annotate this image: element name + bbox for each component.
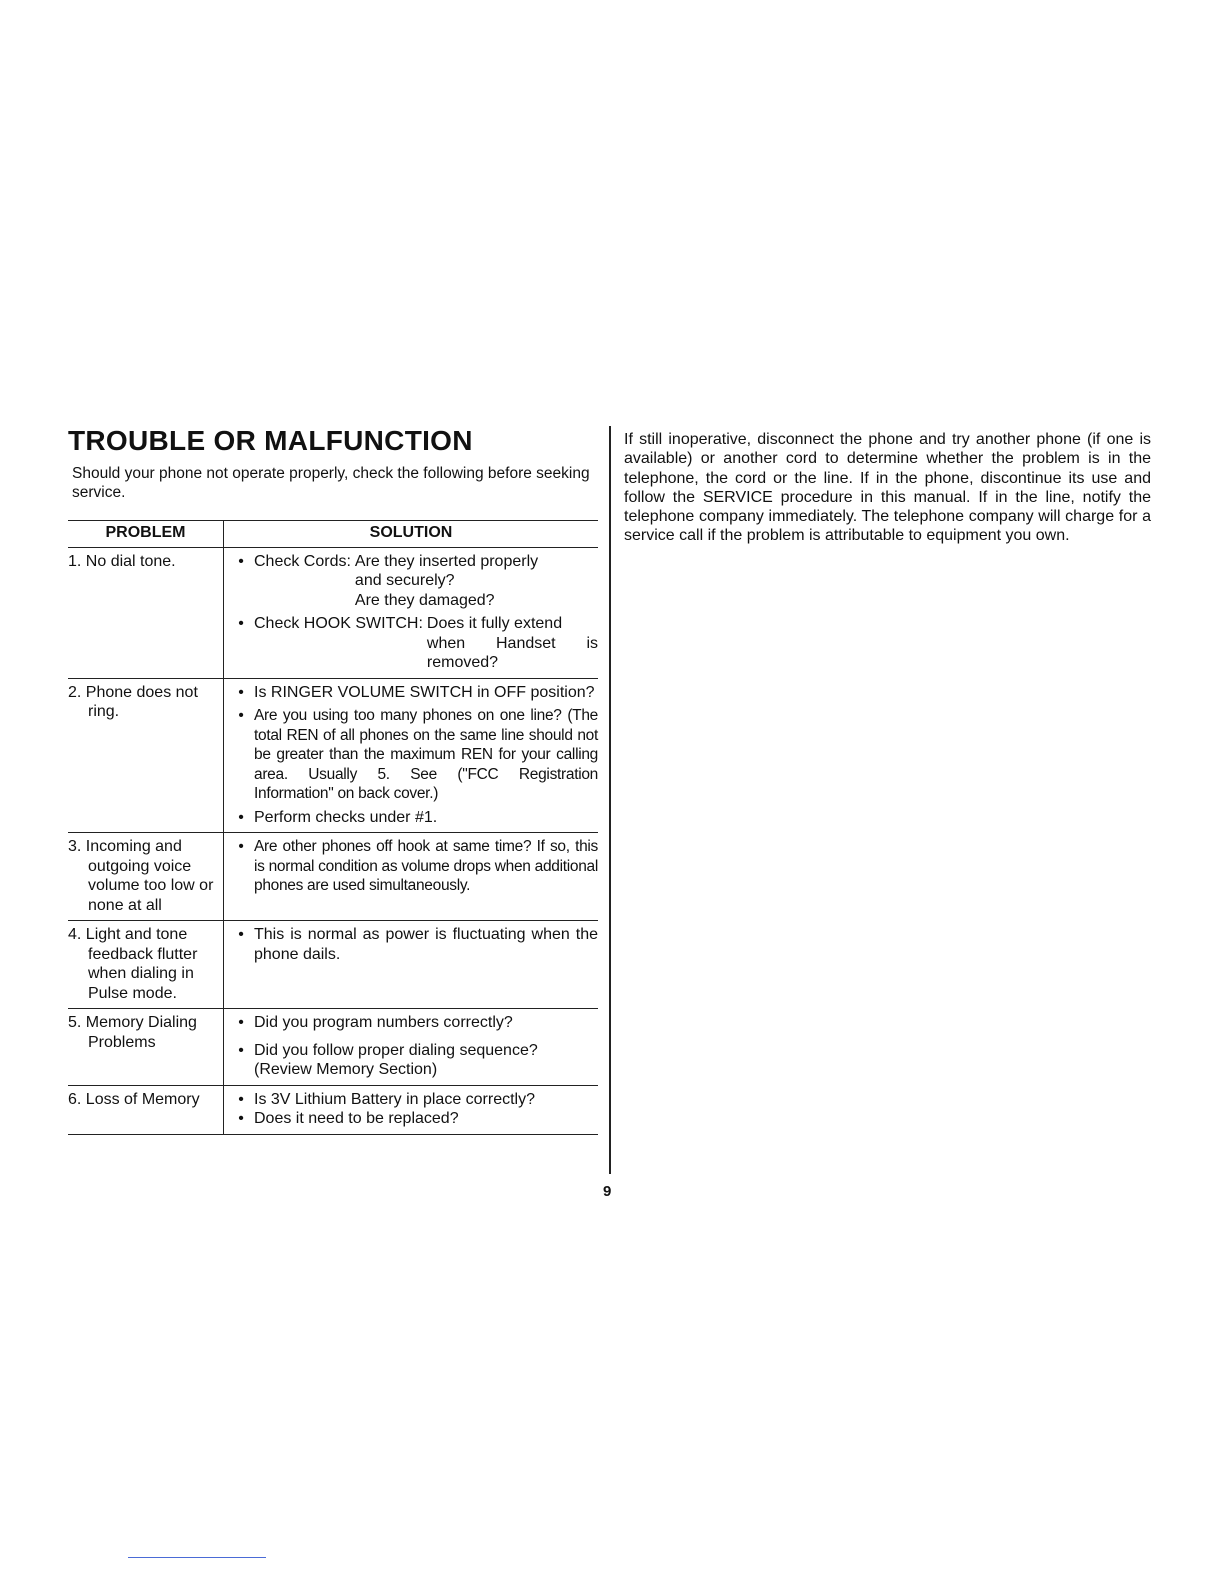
- solution-item: [234, 808, 598, 828]
- solution-cell: [224, 678, 599, 833]
- bullet-icon: •: [238, 1014, 244, 1031]
- solution-text: Did you follow proper dialing sequence? (Review Memory Section): [254, 1041, 538, 1078]
- bullet-icon: •: [238, 808, 244, 826]
- table-row: [68, 547, 598, 678]
- solution-text: Is RINGER VOLUME SWITCH in OFF position?: [254, 683, 595, 701]
- solution-text: Does it need to be replaced?: [254, 1110, 459, 1127]
- trouble-table: [68, 520, 598, 1135]
- table-row: [68, 1085, 598, 1134]
- solution-text: Did you program numbers correctly?: [254, 1014, 513, 1031]
- solution-item: [234, 1090, 598, 1110]
- solution-text: Are other phones off hook at same time? If so, this is normal condition as volume drops when additional phones are used simultaneously.: [254, 838, 598, 894]
- solution-item: [234, 706, 598, 804]
- bullet-icon: •: [238, 1110, 244, 1127]
- solution-item: [234, 552, 598, 611]
- solution-cell: [224, 833, 599, 921]
- solution-text: This is normal as power is fluctuating when the phone dails.: [254, 926, 598, 963]
- solution-item: [234, 837, 598, 896]
- problem-text: 6. Loss of Memory: [68, 1090, 200, 1108]
- right-column-paragraph: If still inoperative, disconnect the phone and try another phone (if one is available) or another cord to determine whether the problem is in the telephone, the cord or the line. If in the phone, discontinue its use and follow the SERVICE procedure in this manual. If in the line, notify the telephone company immediately. The telephone company will charge for a service call if the problem is attributable to equipment you own.: [624, 431, 1151, 545]
- problem-cell: [68, 833, 224, 921]
- solution-line: Are they inserted properly: [354, 552, 539, 570]
- column-divider: [609, 426, 611, 1174]
- bullet-icon: •: [238, 615, 244, 632]
- bullet-icon: •: [238, 683, 244, 701]
- footer-rule: [128, 1557, 266, 1558]
- left-column: [68, 424, 602, 502]
- bullet-icon: •: [238, 552, 244, 570]
- solution-text: Are you using too many phones on one line? (The total REN of all phones on the same line should not be greater than the maximum REN for your calling area. Usually 5. See ("FCC Registration Information" on back cover.): [254, 707, 598, 802]
- problem-text: 3. Incoming and outgoing voice volume too low or none at all: [68, 838, 214, 914]
- solution-key: Check Cords:: [254, 552, 351, 570]
- solution-line: Does it fully extend: [426, 615, 563, 632]
- problem-cell: [68, 547, 224, 678]
- problem-text: 5. Memory Dialing Problems: [68, 1014, 197, 1051]
- page-number: 9: [603, 1183, 612, 1200]
- table-row: [68, 678, 598, 833]
- solution-item: [234, 683, 598, 703]
- table-row: [68, 921, 598, 1009]
- solution-item: [234, 1109, 598, 1129]
- solution-text: Perform checks under #1.: [254, 808, 438, 826]
- solution-item: [234, 1013, 598, 1033]
- problem-cell: [68, 1009, 224, 1086]
- problem-cell: [68, 678, 224, 833]
- problem-text: 1. No dial tone.: [68, 552, 176, 570]
- solution-key: Check HOOK SWITCH:: [254, 615, 423, 632]
- solution-item: [234, 925, 598, 964]
- bullet-icon: •: [238, 926, 244, 943]
- bullet-icon: •: [238, 707, 244, 724]
- problem-column-header: PROBLEM: [68, 521, 224, 548]
- table-row: [68, 1009, 598, 1086]
- problem-text: 4. Light and tone feedback flutter when dialing in Pulse mode.: [68, 926, 198, 1002]
- bullet-icon: •: [238, 838, 244, 855]
- solution-item: [234, 614, 598, 673]
- solution-text: Is 3V Lithium Battery in place correctly?: [254, 1090, 536, 1108]
- bullet-icon: •: [238, 1041, 244, 1059]
- solution-cell: [224, 1085, 599, 1134]
- solution-column-header: SOLUTION: [224, 521, 599, 548]
- page-title: TROUBLE OR MALFUNCTION: [68, 425, 473, 456]
- intro-paragraph: Should your phone not operate properly, check the following before seeking service.: [72, 465, 590, 501]
- problem-cell: [68, 1085, 224, 1134]
- table-row: [68, 833, 598, 921]
- solution-cell: [224, 921, 599, 1009]
- table-header-row: [68, 521, 598, 548]
- solution-line: removed?: [426, 654, 499, 671]
- solution-line: and securely?: [354, 572, 455, 589]
- solution-line: Are they damaged?: [354, 591, 495, 609]
- solution-line: when Handset is: [426, 634, 598, 652]
- solution-item: [234, 1041, 598, 1080]
- bullet-icon: •: [238, 1090, 244, 1108]
- problem-text: 2. Phone does not ring.: [68, 683, 198, 720]
- problem-cell: [68, 921, 224, 1009]
- solution-cell: [224, 547, 599, 678]
- solution-cell: [224, 1009, 599, 1086]
